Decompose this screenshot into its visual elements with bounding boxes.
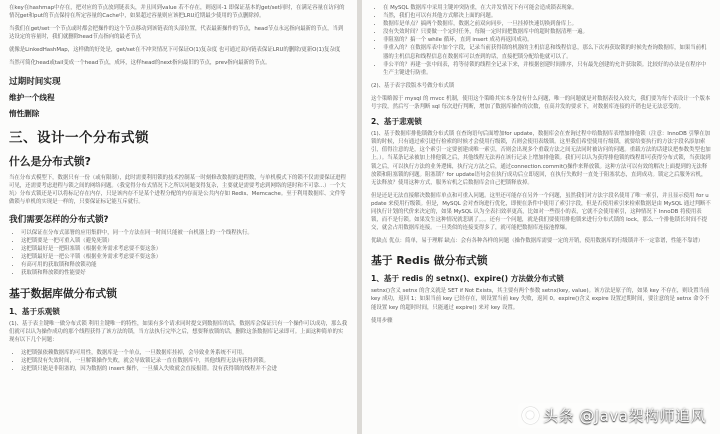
section-three-heading: 三、设计一个分布式锁 [9,129,149,146]
workaround-item: • 非公平的？再建一张中间表，将等待锁的线程全记录下来，并根据创建时间排序，只有最先创建的允许获取锁。比较好的办法是在程序中生产主键进行防重。 [383,61,711,77]
issue-item: • 这把锁强依赖数据库的可用性，数据库是一个单点，一旦数据库挂掉，会导致业务系统不可用。 [21,349,348,357]
redis-lock-heading: 基于 Redis 做分布式锁 [371,254,488,268]
lru-linkedhashmap-paragraph: 就像是LinkedHashMap，这样做的好处是，get/set在不冲突情况下可保证O(1)复杂度 也可通过双向链表保证LRU的删除/更新O(1)复杂度 [9,47,341,54]
steps-label: 使用步骤 [371,317,393,324]
requirement-item: • 获取锁和释放锁的性能要好 [21,269,348,277]
setnx-paragraph: setnx()含义 setnx 的含义就是 SET if Not Exists，其主要有两个参数 setnx(key, value)。该方法是原子的，如果 key 不存在，则设置当前 key 成功，返回 1；如果当前 key 已经存在，则设置当前 key 失败，返回 0。expire()含义 expire 设置过期时间，要注意的是 setnx 命令不能设置 key 的超时时间，只能通过 expire() 来对 key 设置。 [371,288,710,311]
workaround-item: • 没有失效时间？只要做一个定时任务，每隔一定时间把数据库中的超时数据清理一遍。 [383,28,711,36]
requirement-item: • 有高可用的获取锁和释放锁功能 [21,261,348,269]
expire-heading: 过期时间实现 [9,76,61,87]
workaround-list [371,4,711,77]
watermark-text: 头条 @Java架构师追风 [543,407,706,425]
setnx-heading: 1、基于 redis 的 setnx()、expire() 方法做分布式锁 [371,274,564,284]
pros-cons-paragraph: 优缺点 优点：简单，易于理解 缺点：会有各种各样的问题（操作数据库需要一定的开销，使用数据库的行级锁并不一定靠谱，性能不靠谱） [371,238,704,245]
pessimistic-lock-paragraph: (1)、基于数据库排他锁做分布式锁 在查询语句后面增加for update，数据库会在查询过程中给数据库表增加排他锁（注意：InnoDB 引擎在加锁的时候，只有通过索引进行检索的时候才会使用行级锁，否则会使用表级锁。这里我们希望使用行级锁，就要给要执行的方法字段名添加索引，值得注意的是，这个索引一定要创建成唯一索引，否则会出现多个重载方法之间无法同时被访问的问题。重载方法的话建议把参数类型也加上。）。当某条记录被加上排他锁之后，其他线程无法再在该行记录上增加排他锁。我们可以认为获得排他锁的线程即可获得分布式锁，当获取到锁之后，可以执行方法的业务逻辑，执行完方法之后，通过connection.commit()操作来释放锁。这种方法可以有效的解决上面提到的无法释放锁和阻塞锁的问题。阻塞锁？for update语句会在执行成功后立即返回，在执行失败时一直处于阻塞状态，直到成功。锁定之后服务宕机，无法释放？使用这种方式，服务宕机之后数据库会自己把锁释放掉。 [371,131,711,186]
expire-item-lazy: 惰性删除 [9,108,40,118]
pessimistic-lock-heading: 2、基于悲观锁 [371,117,422,127]
requirement-item: • 这把锁最好是一把公平锁（根据业务需求考虑要不要这条） [21,253,348,261]
workaround-item: • 数据库是单点？搞两个数据库，数据之前双向同步，一旦挂掉快速切换到备库上。 [383,20,711,28]
issue-item: • 这把锁没有失效时间，一旦解锁操作失败，就会导致锁记录一直在数据库中，其他线程无法再获得到锁。 [21,357,348,365]
expire-item-thread: 维护一个线程 [9,92,55,102]
watermark [518,403,710,428]
workaround-item: • 在 MySQL 数据库中采用主键冲突防重，在大并发情况下有可能会造成锁表现象。 [383,4,711,12]
issue-item: • 这把锁只能是非阻塞的，因为数据的 insert 操作，一旦插入失败就会直接报错。没有获得锁的线程并不会进 [21,365,348,373]
lock-requirements-list [9,229,348,278]
optimistic-issues-list [9,349,348,373]
version-lock-paragraph: 这个策略源于 mysql 的 mvcc 机制，使用这个策略其实本身没有什么问题，唯一的问题就是对数据表侵入较大，我们要为每个表设计一个版本号字段，然后写一条判断 sql 每次进行判断，增加了数据库操作的次数，在高并发的要求下，对数据库连接的开销也是无法忍受的。 [371,95,711,111]
what-is-lock-paragraph: 当在分布式模型下，数据只有一份（或有限制），此时需要利用锁的技术控制某一时刻修改数据的进程数，与单机模式下的锁不仅需要保证进程可见，还需要考虑进程与锁之间的网络问题。（我觉得分布式情况下之所以问题变得复杂，主要就是需要考虑到网络的延时和不可靠...）一个大坑）分布式锁还是可以将标记存在内存，只是该内存不是某个进程分配的内存而是公共内存如 Redis、Memcache。至于利用数据库、文件等做锁与单机的实现是一样的，只要保证标记能互斥就行。 [9,174,346,205]
lru-ring-paragraph: 当然可简化head或tail变成一个head节点，成环，这样head的next指向最旧的节点，prev指向最新的节点。 [9,60,271,67]
workaround-item: • 非阻塞的？搞一个 while 循环，直到 insert 成功再返回成功。 [383,36,711,44]
optimistic-lock-heading: 1、基于乐观锁 [9,306,60,316]
requirement-item: • 这把锁要是一把可重入锁（避免死锁） [21,237,348,245]
version-lock-label: (2)、基于表字段版本号做分布式锁 [371,82,455,89]
lock-requirements-heading: 我们需要怎样的分布式锁? [9,214,109,225]
pessimistic-issue-paragraph: 但是还是无法直接解决数据库单点和可重入问题。这里还可能存在另外一个问题，虽然我们对方法字段名使用了唯一索引，并且显示使用 for update 来使用行级锁。但是，MySQL 会对查询进行优化，即便在条件中使用了索引字段，但是否使用索引来检索数据是由 MySQL 通过判断不同执行计划的代价来决定的，如果 MySQL 认为全表扫效率更高，比如对一些很小的表，它就不会使用索引，这种情况下 InnoDB 将使用表锁，而不是行锁。如果发生这种情况就悲剧了。。。还有一个问题，就是我们要使用排他锁来进行分布式锁的 lock，那么一个排他锁长时间不提交，就会占用数据库连接。一旦类似的连接变得多了，就可能把数据库连接池撑爆。 [371,192,711,232]
workaround-item: • 非重入的？在数据库表中加个字段，记录当前获得锁的机器的主机信息和线程信息，那么下次再获取锁的时候先查询数据库，如果当前机器的主机信息和线程信息在数据库可以查到的话，直接把锁分配给他就可以了。 [383,44,711,60]
right-document-page [362,0,720,434]
workaround-item: • 当然，我们也可以有其他方式解决上面的问题。 [383,12,711,20]
requirement-item: • 可以保证在分布式部署的应用集群中，同一个方法在同一时间只能被一台机器上的一个线程执行。 [21,229,348,237]
lru-head-paragraph: 当我们在get/set一个节点或时都会把操作的这个节点移动到该链表的头部位置，代表最新操作的节点，head节点永远指向最新的节点，当到达设定的容量时，我们就删除head节点指向的最老节点 [9,26,344,41]
what-is-lock-heading: 什么是分布式锁? [9,154,91,168]
optimistic-lock-paragraph: (1)、基于表主键唯一做分布式锁 利用主键唯一的特性，如果有多个请求同时提交到数据库的话，数据库会保证只有一个操作可以成功，那么我们就可以认为操作成功的那个线程获得了该方法的锁，当方法执行完毕之后，想要释放锁的话，删除这条数据库记录即可。上面这种简单的实现有以下几个问题： [9,320,348,343]
left-document-page [0,0,357,434]
toutiao-logo-icon [522,407,539,424]
db-lock-heading: 基于数据库做分布式锁 [9,286,117,300]
requirement-item: • 这把锁最好是一把阻塞锁（根据业务需求考虑要不要这条） [21,245,348,253]
lru-intro-paragraph: 在key在hashmap中存在，把对应的节点放到链表头，并且回到value 若不存在，则返回-1 即保证基本的get/set同时，在满足容量在访问的情况get和put的节点保持在所定容量的Cache中，如果超过容量则应该把LRU近期最少使用的节点删除掉。 [9,5,345,20]
